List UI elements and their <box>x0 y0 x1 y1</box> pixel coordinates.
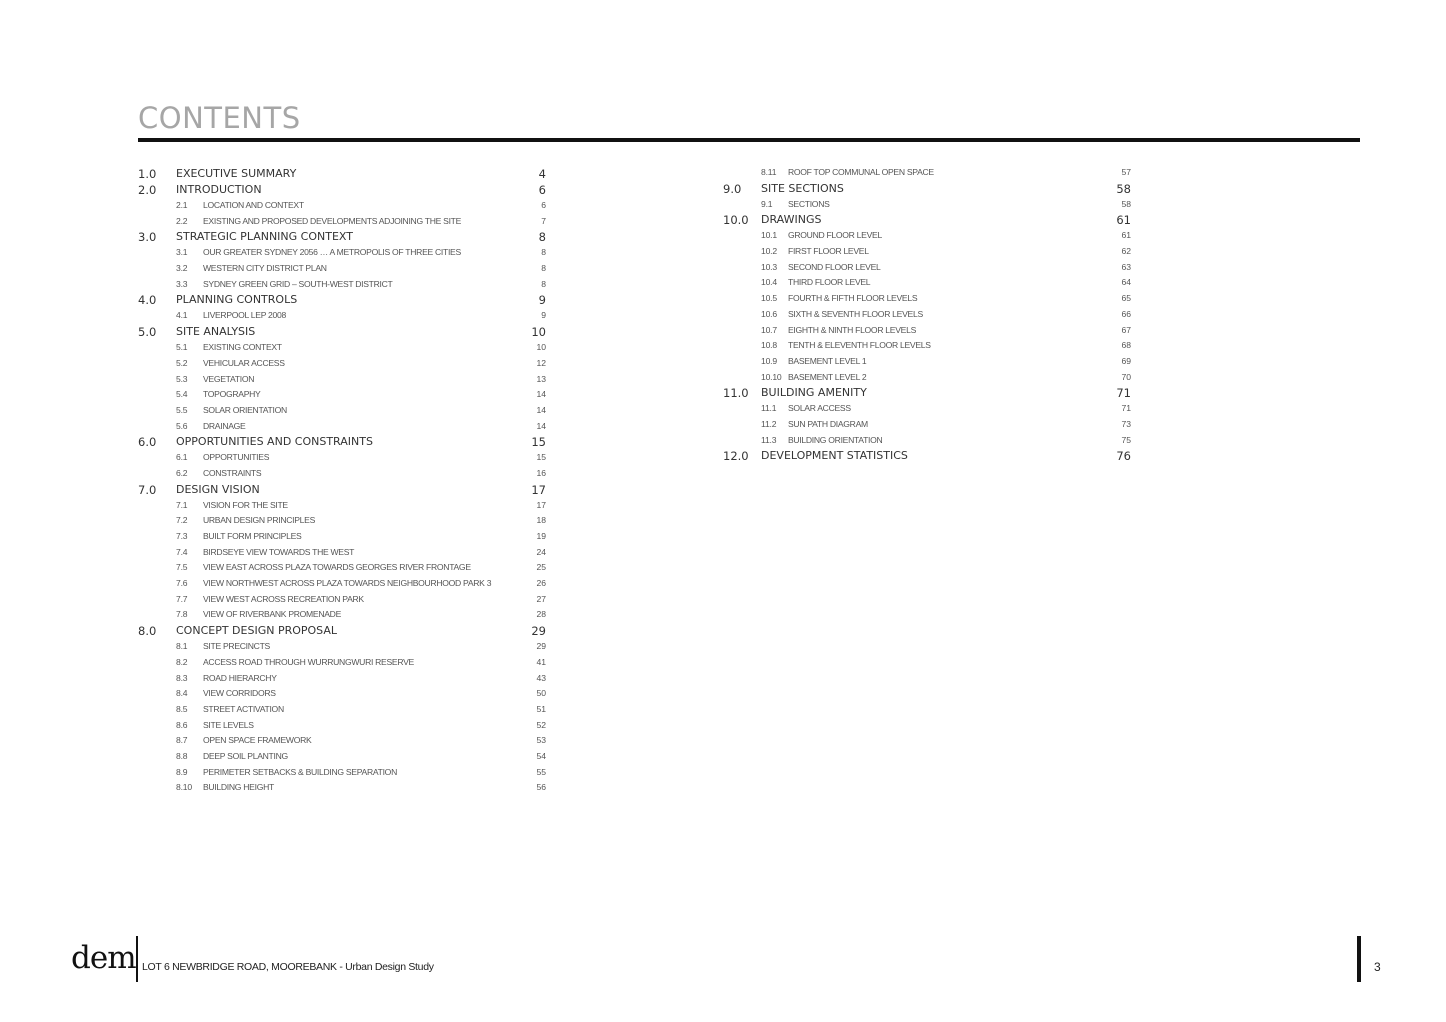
toc-subsection[interactable] <box>138 529 548 545</box>
toc-page: 71 <box>1116 386 1131 401</box>
toc-number: 3.3 <box>176 278 188 289</box>
toc-number: 10.9 <box>761 355 777 366</box>
toc-title: BIRDSEYE VIEW TOWARDS THE WEST <box>203 546 355 557</box>
toc-number: 5.3 <box>176 373 188 384</box>
toc-subsection[interactable] <box>138 387 548 403</box>
toc-page: 14 <box>536 389 546 400</box>
toc-subsection[interactable] <box>138 639 548 655</box>
toc-title: EIGHTH & NINTH FLOOR LEVELS <box>788 324 916 335</box>
toc-title: VISION FOR THE SITE <box>203 499 288 510</box>
toc-page: 28 <box>536 609 546 620</box>
toc-subsection[interactable] <box>723 433 1133 449</box>
toc-title: SUN PATH DIAGRAM <box>788 418 868 429</box>
toc-number: 11.0 <box>723 386 749 401</box>
toc-title: SITE PRECINCTS <box>203 641 270 652</box>
toc-number: 7.3 <box>176 531 188 541</box>
toc-title: ROAD HIERARCHY <box>203 672 277 683</box>
title-divider <box>138 138 1360 142</box>
toc-page: 51 <box>536 703 546 714</box>
toc-title: EXISTING AND PROPOSED DEVELOPMENTS ADJOINING THE SITE <box>203 215 462 226</box>
toc-number: 6.0 <box>138 435 157 450</box>
toc-number: 8.11 <box>761 167 777 177</box>
toc-title: SOLAR ACCESS <box>788 403 851 414</box>
toc-subsection[interactable] <box>723 401 1133 417</box>
toc-title: OPEN SPACE FRAMEWORK <box>203 735 312 746</box>
toc-page: 7 <box>541 215 546 226</box>
toc-section[interactable] <box>138 292 548 308</box>
toc-title: BASEMENT LEVEL 1 <box>788 355 867 366</box>
toc-subsection[interactable] <box>723 197 1133 213</box>
toc-title: PERIMETER SETBACKS & BUILDING SEPARATION <box>203 766 397 777</box>
toc-page: 57 <box>1121 167 1131 177</box>
toc-page: 6 <box>541 200 546 210</box>
toc-section[interactable] <box>138 623 548 639</box>
toc-page: 73 <box>1121 418 1131 429</box>
toc-page: 16 <box>536 467 546 478</box>
toc-title: BUILT FORM PRINCIPLES <box>203 531 302 541</box>
toc-title: DESIGN VISION <box>176 482 260 496</box>
toc-title: ROOF TOP COMMUNAL OPEN SPACE <box>788 167 934 177</box>
toc-page: 17 <box>531 482 546 497</box>
toc-page: 9 <box>541 310 546 321</box>
toc-number: 5.2 <box>176 357 188 368</box>
toc-subsection[interactable] <box>723 354 1133 370</box>
toc-page: 43 <box>536 672 546 683</box>
toc-subsection[interactable] <box>138 607 548 623</box>
toc-page: 6 <box>538 183 546 197</box>
toc-page: 8 <box>541 247 546 258</box>
toc-title: PLANNING CONTROLS <box>176 293 298 307</box>
toc-section[interactable] <box>723 448 1133 464</box>
toc-title: THIRD FLOOR LEVEL <box>788 277 871 288</box>
toc-subsection[interactable] <box>138 765 548 781</box>
toc-number: 10.10 <box>761 371 782 382</box>
toc-page: 29 <box>536 641 546 652</box>
toc-page: 8 <box>541 263 546 274</box>
toc-page: 41 <box>536 656 546 667</box>
toc-number: 8.1 <box>176 641 188 652</box>
toc-subsection[interactable] <box>138 466 548 482</box>
toc-section[interactable] <box>138 482 548 498</box>
toc-title: SECTIONS <box>788 198 830 209</box>
toc-number: 5.1 <box>176 342 188 353</box>
toc-number: 10.8 <box>761 340 777 351</box>
toc-title: VIEW NORTHWEST ACROSS PLAZA TOWARDS NEIGHBOURHOOD PARK 3 <box>203 578 492 589</box>
toc-page: 14 <box>536 404 546 415</box>
toc-number: 7.7 <box>176 593 188 604</box>
toc-title: VIEW CORRIDORS <box>203 688 276 699</box>
toc-page: 68 <box>1121 340 1131 351</box>
toc-title: SIXTH & SEVENTH FLOOR LEVELS <box>788 308 923 319</box>
toc-number: 10.0 <box>723 213 749 228</box>
toc-page: 26 <box>536 578 546 589</box>
toc-title: VIEW WEST ACROSS RECREATION PARK <box>203 593 364 604</box>
toc-title: ACCESS ROAD THROUGH WURRUNGWURI RESERVE <box>203 656 414 667</box>
toc-page: 63 <box>1121 261 1131 272</box>
toc-subsection[interactable] <box>138 686 548 702</box>
toc-title: BUILDING HEIGHT <box>203 782 274 793</box>
toc-subsection[interactable] <box>723 244 1133 260</box>
toc-title: DEEP SOIL PLANTING <box>203 750 288 761</box>
toc-title: LOCATION AND CONTEXT <box>203 200 304 210</box>
toc-page: 27 <box>536 593 546 604</box>
toc-title: TENTH & ELEVENTH FLOOR LEVELS <box>788 340 931 351</box>
toc-page: 25 <box>536 562 546 573</box>
toc-section[interactable] <box>138 324 548 340</box>
toc-page: 56 <box>536 782 546 793</box>
toc-subsection[interactable] <box>138 356 548 372</box>
toc-title: VEHICULAR ACCESS <box>203 357 285 368</box>
toc-number: 11.3 <box>761 434 777 445</box>
toc-page: 15 <box>531 435 546 450</box>
toc-number: 7.8 <box>176 609 188 620</box>
toc-subsection[interactable] <box>138 340 548 356</box>
toc-title: SOLAR ORIENTATION <box>203 404 287 415</box>
toc-number: 10.2 <box>761 246 777 257</box>
toc-number: 1.0 <box>138 167 157 181</box>
toc-title: OPPORTUNITIES AND CONSTRAINTS <box>176 435 373 449</box>
page-title: CONTENTS <box>138 101 301 135</box>
toc-page: 55 <box>536 766 546 777</box>
toc-number: 4.1 <box>176 310 188 321</box>
toc-number: 5.6 <box>176 420 188 431</box>
footer-divider-left <box>136 936 138 982</box>
toc-number: 8.7 <box>176 735 188 746</box>
toc-number: 7.5 <box>176 562 188 573</box>
footer-divider-right <box>1357 936 1361 982</box>
toc-number: 5.5 <box>176 404 188 415</box>
toc-number: 10.4 <box>761 277 777 288</box>
toc-number: 3.0 <box>138 230 157 245</box>
toc-subsection[interactable] <box>138 419 548 435</box>
toc-number: 8.10 <box>176 782 192 793</box>
toc-section[interactable] <box>138 182 548 198</box>
toc-page: 65 <box>1121 293 1131 304</box>
toc-subsection[interactable] <box>138 372 548 388</box>
toc-title: BASEMENT LEVEL 2 <box>788 371 867 382</box>
toc-title: SECOND FLOOR LEVEL <box>788 261 881 272</box>
toc-subsection[interactable] <box>723 260 1133 276</box>
toc-subsection[interactable] <box>723 338 1133 354</box>
toc-number: 8.3 <box>176 672 188 683</box>
toc-page: 61 <box>1116 213 1131 228</box>
toc-title: URBAN DESIGN PRINCIPLES <box>203 515 316 526</box>
toc-title: SITE ANALYSIS <box>176 325 256 339</box>
toc-title: VIEW OF RIVERBANK PROMENADE <box>203 609 342 620</box>
toc-subsection[interactable] <box>138 198 548 214</box>
toc-title: SYDNEY GREEN GRID – SOUTH-WEST DISTRICT <box>203 278 393 289</box>
toc-title: SITE SECTIONS <box>761 181 844 195</box>
toc-subsection[interactable] <box>138 498 548 514</box>
toc-number: 8.6 <box>176 719 188 730</box>
toc-page: 10 <box>531 325 546 340</box>
toc-page: 8 <box>538 230 546 245</box>
toc-number: 7.6 <box>176 578 188 589</box>
toc-title: VIEW EAST ACROSS PLAZA TOWARDS GEORGES RIVER FRONTAGE <box>203 562 471 573</box>
toc-number: 3.1 <box>176 247 188 258</box>
toc-subsection[interactable] <box>138 655 548 671</box>
toc-subsection[interactable] <box>723 228 1133 244</box>
toc-page: 8 <box>541 278 546 289</box>
toc-subsection[interactable] <box>138 245 548 261</box>
toc-title: CONSTRAINTS <box>203 467 262 478</box>
toc-subsection[interactable] <box>138 308 548 324</box>
toc-subsection[interactable] <box>138 214 548 230</box>
toc-page: 19 <box>536 531 546 541</box>
toc-page: 50 <box>536 688 546 699</box>
toc-number: 10.3 <box>761 261 777 272</box>
toc-subsection[interactable] <box>138 780 548 796</box>
toc-number: 8.9 <box>176 766 188 777</box>
toc-subsection[interactable] <box>723 307 1133 323</box>
toc-number: 8.0 <box>138 624 157 639</box>
toc-number: 5.0 <box>138 325 157 340</box>
toc-number: 6.1 <box>176 452 188 463</box>
toc-page: 10 <box>536 342 546 353</box>
toc-number: 4.0 <box>138 293 157 308</box>
toc-page: 71 <box>1121 403 1131 414</box>
toc-number: 10.7 <box>761 324 777 335</box>
toc-subsection[interactable] <box>138 749 548 765</box>
toc-page: 15 <box>536 452 546 463</box>
toc-subsection[interactable] <box>138 671 548 687</box>
toc-subsection[interactable] <box>723 417 1133 433</box>
toc-number: 8.5 <box>176 703 188 714</box>
toc-number: 8.2 <box>176 656 188 667</box>
toc-page: 13 <box>536 373 546 384</box>
toc-page: 17 <box>536 499 546 510</box>
toc-number: 3.2 <box>176 263 188 274</box>
toc-number: 8.4 <box>176 688 188 699</box>
toc-subsection[interactable] <box>138 576 548 592</box>
toc-title: BUILDING ORIENTATION <box>788 434 883 445</box>
toc-subsection[interactable] <box>723 323 1133 339</box>
toc-page: 61 <box>1121 230 1131 241</box>
toc-page: 67 <box>1121 324 1131 335</box>
toc-title: FIRST FLOOR LEVEL <box>788 246 869 257</box>
toc-title: DEVELOPMENT STATISTICS <box>761 449 908 463</box>
toc-page: 52 <box>536 719 546 730</box>
toc-section[interactable] <box>723 212 1133 228</box>
toc-number: 2.0 <box>138 183 157 197</box>
toc-page: 9 <box>538 293 546 308</box>
toc-number: 10.5 <box>761 293 777 304</box>
toc-number: 11.1 <box>761 403 777 414</box>
toc-title: EXISTING CONTEXT <box>203 342 282 353</box>
toc-title: BUILDING AMENITY <box>761 386 867 400</box>
toc-left-column <box>138 166 548 796</box>
toc-subsection[interactable] <box>138 513 548 529</box>
toc-title: VEGETATION <box>203 373 255 384</box>
toc-number: 5.4 <box>176 389 188 400</box>
toc-page: 69 <box>1121 355 1131 366</box>
toc-title: CONCEPT DESIGN PROPOSAL <box>176 624 338 638</box>
toc-number: 11.2 <box>761 418 777 429</box>
toc-title: STRATEGIC PLANNING CONTEXT <box>176 230 353 244</box>
toc-subsection[interactable] <box>138 403 548 419</box>
toc-subsection[interactable] <box>138 261 548 277</box>
toc-page: 18 <box>536 515 546 526</box>
toc-subsection[interactable] <box>138 702 548 718</box>
toc-subsection[interactable] <box>138 545 548 561</box>
toc-number: 9.1 <box>761 198 773 209</box>
toc-number: 9.0 <box>723 181 742 196</box>
toc-subsection[interactable] <box>138 733 548 749</box>
toc-number: 10.1 <box>761 230 777 241</box>
toc-title: STREET ACTIVATION <box>203 703 284 714</box>
toc-page: 24 <box>536 546 546 557</box>
toc-title: GROUND FLOOR LEVEL <box>788 230 882 241</box>
toc-page: 58 <box>1116 181 1131 196</box>
toc-title: EXECUTIVE SUMMARY <box>176 167 297 180</box>
toc-subsection[interactable] <box>723 370 1133 386</box>
toc-number: 8.8 <box>176 750 188 761</box>
toc-number: 7.0 <box>138 482 157 497</box>
page-number: 3 <box>1374 960 1381 974</box>
toc-section[interactable] <box>723 385 1133 401</box>
toc-title: INTRODUCTION <box>176 183 262 196</box>
toc-page: 53 <box>536 735 546 746</box>
toc-title: OPPORTUNITIES <box>203 452 270 463</box>
toc-section[interactable] <box>138 229 548 245</box>
toc-title: TOPOGRAPHY <box>203 389 261 400</box>
dem-logo: dem <box>71 940 136 976</box>
toc-page: 76 <box>1116 449 1131 464</box>
toc-title: DRAINAGE <box>203 420 246 431</box>
toc-right-column <box>723 165 1133 464</box>
toc-subsection[interactable] <box>138 592 548 608</box>
toc-page: 58 <box>1121 198 1131 209</box>
toc-subsection[interactable] <box>138 277 548 293</box>
toc-subsection[interactable] <box>723 275 1133 291</box>
toc-page: 66 <box>1121 308 1131 319</box>
toc-page: 4 <box>538 167 546 181</box>
toc-section[interactable] <box>138 166 548 182</box>
toc-number: 6.2 <box>176 467 188 478</box>
toc-title: WESTERN CITY DISTRICT PLAN <box>203 263 327 274</box>
toc-page: 54 <box>536 750 546 761</box>
toc-section[interactable] <box>138 434 548 450</box>
toc-subsection[interactable] <box>138 450 548 466</box>
toc-number: 10.6 <box>761 308 777 319</box>
toc-title: OUR GREATER SYDNEY 2056 … A METROPOLIS OF THREE CITIES <box>203 247 461 258</box>
toc-page: 75 <box>1121 434 1131 445</box>
toc-number: 7.4 <box>176 546 188 557</box>
toc-number: 2.1 <box>176 200 188 210</box>
toc-number: 2.2 <box>176 215 188 226</box>
toc-page: 14 <box>536 420 546 431</box>
toc-title: DRAWINGS <box>761 213 822 227</box>
toc-page: 12 <box>536 357 546 368</box>
footer-document-title: LOT 6 NEWBRIDGE ROAD, MOOREBANK - Urban Design Study <box>142 961 434 973</box>
toc-page: 62 <box>1121 246 1131 257</box>
toc-subsection[interactable] <box>138 560 548 576</box>
toc-title: FOURTH & FIFTH FLOOR LEVELS <box>788 293 918 304</box>
toc-title: SITE LEVELS <box>203 719 254 730</box>
toc-subsection[interactable] <box>723 291 1133 307</box>
toc-section[interactable] <box>723 181 1133 197</box>
toc-number: 7.2 <box>176 515 188 526</box>
toc-subsection[interactable] <box>138 718 548 734</box>
toc-subsection[interactable] <box>723 165 1133 181</box>
toc-title: LIVERPOOL LEP 2008 <box>203 310 286 321</box>
toc-number: 7.1 <box>176 499 188 510</box>
toc-number: 12.0 <box>723 449 749 464</box>
toc-page: 64 <box>1121 277 1131 288</box>
toc-page: 70 <box>1121 371 1131 382</box>
toc-page: 29 <box>531 624 546 639</box>
